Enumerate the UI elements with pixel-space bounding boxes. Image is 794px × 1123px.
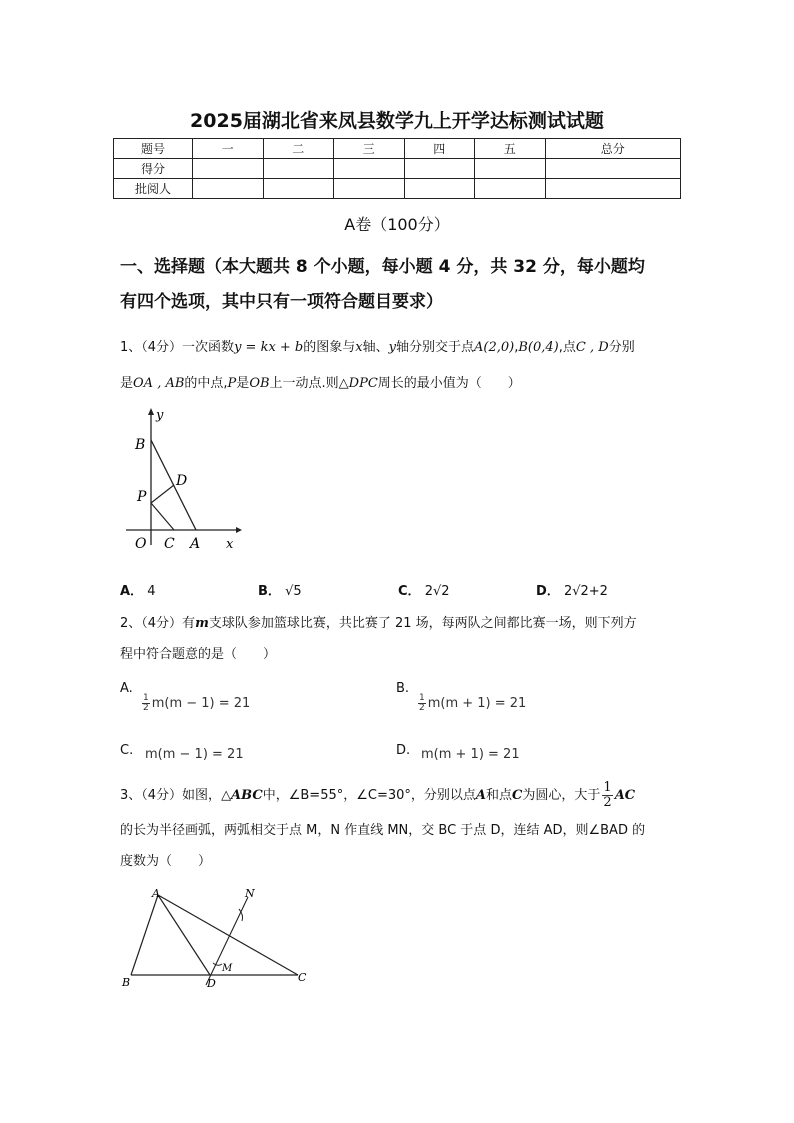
segment-pd — [151, 485, 174, 503]
fig1-label-x: x — [226, 537, 234, 552]
q2-line1: 2、（4分）有m支球队参加篮球比赛，共比赛了 21 场，每两队之间都比赛一场，则下列方 — [120, 616, 637, 631]
score-header-cell: 一 — [193, 139, 264, 159]
score-header-cell: 二 — [263, 139, 334, 159]
q3-line3: 度数为（ ） — [120, 854, 212, 869]
q2-option-d[interactable]: m(m + 1) = 21 — [421, 747, 520, 762]
q1-option-d[interactable]: D． 2√2+2 — [536, 584, 608, 599]
segment-ad — [158, 895, 210, 975]
q2-option-b[interactable]: $\frac{1}{2}$ m(m + 1) = 21 — [419, 693, 527, 713]
q1-points-cd: C , D — [575, 340, 609, 355]
score-cell — [404, 159, 475, 179]
score-table — [113, 138, 681, 199]
fig1-label-o: O — [135, 536, 147, 552]
q1-y-axis: y — [388, 340, 396, 355]
arc-m — [213, 963, 222, 965]
q2-number: 2、（4分） — [120, 616, 183, 631]
score-header-cell: 三 — [334, 139, 405, 159]
score-cell — [193, 179, 264, 199]
y-axis-arrow — [148, 408, 154, 415]
fig1-label-p: P — [137, 489, 147, 505]
score-table-header-row — [114, 139, 681, 159]
segment-pc — [151, 503, 174, 530]
q1-point-b: B(0,4) — [518, 340, 559, 355]
q1-line2 — [120, 366, 685, 402]
q1-line1: 1、（4分）一次函数y = kx + b的图象与x轴、y轴分别交于点A(2,0),B(0,4),点C , D分别 — [120, 340, 635, 355]
q1-oa-ab: OA , AB — [133, 376, 185, 391]
q2-option-c-letter[interactable]: C. — [120, 743, 134, 758]
page-title: 2025届湖北省来凤县数学九上开学达标测试试题 — [190, 110, 604, 132]
q1-option-b[interactable]: B． √5 — [258, 584, 302, 599]
q3-number: 3、（4分） — [120, 788, 183, 803]
score-cell — [475, 179, 546, 199]
q2-option-d-letter[interactable]: D. — [396, 743, 411, 758]
fig3-label-c: C — [298, 971, 307, 984]
fig1-label-a: A — [190, 536, 201, 552]
score-row-label: 批阅人 — [114, 179, 193, 199]
q1-text: 是 — [236, 376, 250, 391]
fig3-label-b: B — [122, 976, 131, 989]
q2-option-a-letter[interactable]: A. — [120, 681, 133, 696]
q2-m: m — [195, 616, 209, 631]
section-heading-line1: 一、选择题（本大题共 8 个小题，每小题 4 分，共 32 分，每小题均 — [120, 257, 645, 277]
score-header-cell: 题号 — [114, 139, 193, 159]
score-cell — [263, 179, 334, 199]
q1-triangle: △DPC — [338, 376, 378, 391]
q1-figure — [118, 405, 248, 555]
q1-text: 一次函数 — [182, 340, 235, 355]
q3-figure — [118, 885, 318, 995]
segment-ab — [131, 895, 158, 975]
paper-part-heading: A卷（100分） — [344, 215, 450, 234]
q3-line1: 3、（4分）如图，△ABC中，∠B=55°，∠C=30°，分别以点A和点C为圆心，大于 $\frac{1}{2}$ AC — [120, 780, 636, 810]
score-cell — [334, 159, 405, 179]
q1-number: 1、（4分） — [120, 340, 183, 355]
q3-half-fraction: $\frac{1}{2}$ — [603, 780, 612, 810]
score-cell — [545, 159, 681, 179]
q1-point-a: A(2,0) — [474, 340, 515, 355]
q2-option-c[interactable]: m(m − 1) = 21 — [145, 747, 244, 762]
score-header-cell: 五 — [475, 139, 546, 159]
q1-text: 上一动点.则 — [269, 376, 339, 391]
q1-option-c[interactable]: C． 2√2 — [398, 584, 450, 599]
q2-line2: 程中符合题意的是（ ） — [120, 647, 277, 662]
q1-x-axis: x — [355, 340, 363, 355]
fig1-label-y: y — [156, 408, 164, 423]
q1-function: y = kx + b — [234, 340, 304, 355]
fig3-label-d: D — [207, 977, 216, 990]
q1-text: 轴、 — [362, 340, 389, 355]
score-header-cell: 四 — [404, 139, 475, 159]
q2-option-b-letter[interactable]: B. — [396, 681, 410, 696]
q1-option-a[interactable]: A． 4 — [120, 584, 156, 599]
fig3-label-n: N — [245, 887, 255, 900]
q1-text: 的图象与 — [303, 340, 356, 355]
fig1-label-d: D — [176, 473, 188, 489]
q2-option-a[interactable]: $\frac{1}{2}$ m(m − 1) = 21 — [143, 693, 251, 713]
score-cell — [193, 159, 264, 179]
fig1-label-c: C — [164, 536, 175, 552]
score-cell — [475, 159, 546, 179]
score-cell — [545, 179, 681, 199]
fig1-label-b: B — [135, 437, 146, 453]
q3-line2: 的长为半径画弧，两弧相交于点 M，N 作直线 MN，交 BC 于点 D，连结 AD，则∠BAD 的 — [120, 823, 646, 838]
q1-ob: OB — [249, 376, 270, 391]
section-heading-line2: 有四个选项，其中只有一项符合题目要求） — [120, 292, 443, 312]
q1-text: 是 — [120, 376, 134, 391]
score-table-row — [114, 159, 681, 179]
q1-point-p: P — [227, 376, 237, 391]
x-axis-arrow — [236, 527, 242, 533]
score-cell — [404, 179, 475, 199]
score-cell — [263, 159, 334, 179]
score-header-cell: 总分 — [545, 139, 681, 159]
fig3-label-a: A — [152, 887, 160, 900]
score-table-row — [114, 179, 681, 199]
score-cell — [334, 179, 405, 199]
q1-text: 点 — [562, 340, 576, 355]
fig3-label-m: M — [222, 963, 233, 974]
q1-text: 分别 — [608, 340, 635, 355]
q1-text: 轴分别交于点 — [396, 340, 475, 355]
score-row-label: 得分 — [114, 159, 193, 179]
q1-text: 周长的最小值为（ ） — [377, 376, 521, 391]
q1-text: 的中点, — [184, 376, 228, 391]
